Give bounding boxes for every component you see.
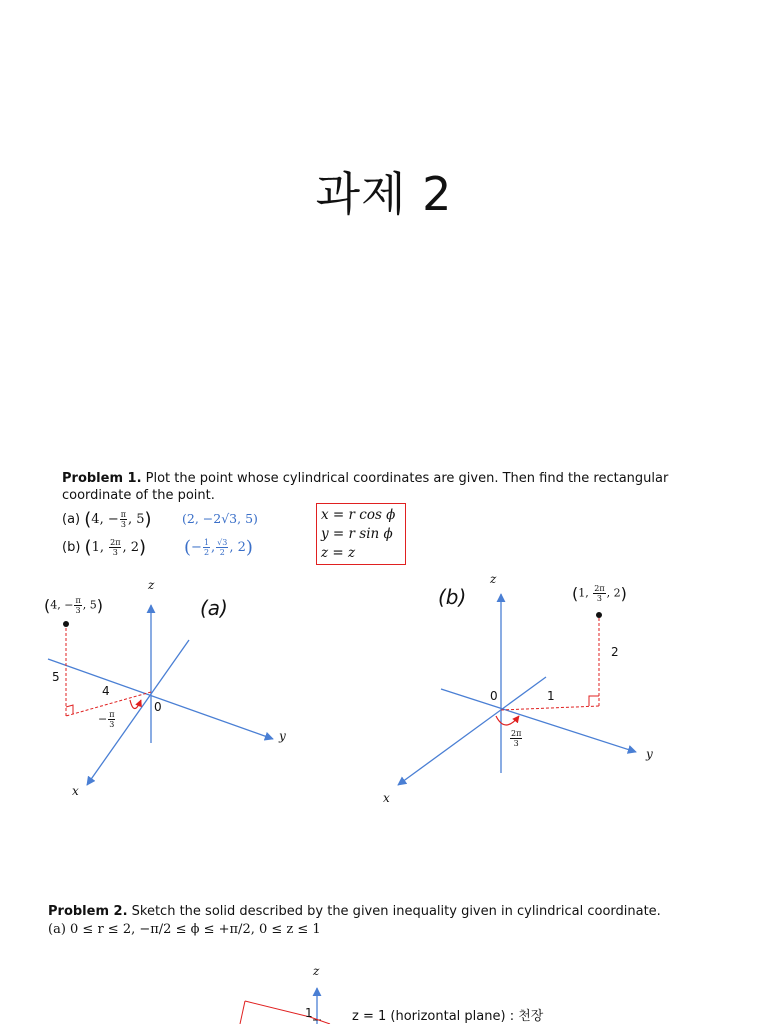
formula-x: x = r cos ϕ [321, 507, 396, 523]
diagram-b-point-post: , 2 [606, 586, 621, 600]
diagram-a-right-angle [66, 705, 73, 714]
part-b-answer-f1-num: 1 [203, 538, 210, 547]
diagram-b-origin-label: 0 [490, 689, 498, 703]
part-b-given-post: , 2 [122, 540, 140, 555]
diagram-b-angle-arc [496, 716, 519, 725]
problem-2-part-a: (a) 0 ≤ r ≤ 2, −π/2 ≤ ϕ ≤ +π/2, 0 ≤ z ≤ 1 [48, 922, 321, 937]
part-b-frac-num: 2π [110, 538, 121, 547]
diagram-b-height-label: 2 [611, 645, 619, 659]
diagram-a-y-axis [48, 659, 273, 739]
diagram-b-x-label: x [383, 791, 390, 805]
problem-2-z-label: z [313, 964, 320, 978]
diagram-b-radius-line [501, 706, 599, 710]
diagram-a-radius-label: 4 [102, 684, 110, 698]
part-a-answer: (2, −2√3, 5) [182, 511, 258, 526]
diagram-b-hand-label: (b) [438, 585, 467, 609]
part-a-given-pre: 4, − [91, 512, 119, 527]
diagram-b-y-label: y [646, 747, 653, 761]
part-b-given-pre: 1, [91, 540, 109, 555]
diagram-b-point-frac [593, 584, 605, 603]
diagram-a-z-label: z [148, 578, 155, 592]
diagram-b-right-angle [589, 696, 599, 706]
problem-1-part-b: (b) (1, $\frac{2\pi}{3}$ , 2) [62, 537, 147, 558]
diagram-a-angle-arc [130, 700, 141, 709]
part-a-frac-num: π [120, 510, 126, 519]
problem-2-red-edge-2 [240, 1001, 245, 1024]
diagram-a-point-post: , 5 [82, 598, 97, 612]
diagram-b-point-pre: 1, [578, 586, 593, 600]
diagram-a-point [63, 621, 69, 627]
diagram-a-angle-den: 3 [109, 720, 115, 729]
diagram-b-x-axis [398, 677, 546, 785]
diagram-a-origin-label: 0 [154, 700, 162, 714]
diagram-b-angle-label [509, 729, 523, 748]
part-b-answer: (− $\frac{1}{2}$ , $\frac{√3}{2}$ , 2) [184, 537, 253, 558]
diagram-a-hand-label: (a) [200, 596, 228, 620]
part-b-answer-pre: − [191, 540, 202, 555]
part-b-frac-den: 3 [112, 548, 118, 557]
diagram-a-x-label: x [72, 784, 79, 798]
diagram-a-angle-frac [108, 710, 115, 729]
diagram-b-angle-num: 2π [511, 729, 522, 738]
diagram-a [48, 605, 273, 785]
diagram-b-point-label: (1, $\frac{2\pi}{3}$ , 2) [572, 584, 627, 603]
diagram-b [398, 594, 636, 785]
diagram-a-point-frac-den: 3 [75, 606, 81, 615]
diagram-b-angle-den: 3 [513, 739, 519, 748]
diagram-a-point-label: (4, − $\frac{\pi}{3}$ , 5) [44, 596, 103, 615]
diagram-a-angle-sign: − [98, 712, 108, 726]
problem-1-text: Plot the point whose cylindrical coordinates are given. Then find the rectangular coordinate of the point. [62, 471, 669, 503]
problem-2-text: Sketch the solid described by the given inequality given in cylindrical coordinate. [127, 904, 661, 919]
part-b-answer-f2-num: √3 [217, 538, 228, 547]
part-a-frac-den: 3 [120, 520, 126, 529]
diagram-b-radius-label: 1 [547, 689, 555, 703]
diagram-a-point-pre: 4, − [50, 598, 74, 612]
problem-2-heading: Problem 2. [48, 904, 128, 919]
problem-2-statement [48, 903, 738, 920]
part-b-answer-f1-den: 2 [203, 548, 210, 557]
formula-y: y = r sin ϕ [321, 526, 393, 542]
diagram-a-point-frac [74, 596, 81, 615]
part-b-label: (b) [62, 540, 81, 555]
diagram-a-height-label: 5 [52, 670, 60, 684]
problem-2-note: z = 1 (horizontal plane) : 천장 [352, 1009, 544, 1024]
diagram-a-point-frac-num: π [75, 596, 81, 605]
page-title: 과제 2 [315, 167, 453, 221]
problem-2-red-edge [245, 1001, 310, 1017]
part-a-given-post: , 5 [128, 512, 145, 527]
problem-1-part-a: (a) (4, − $\frac{\pi}{3}$ , 5) [62, 509, 152, 530]
diagram-b-point [596, 612, 602, 618]
diagram-b-z-label: z [490, 572, 497, 586]
problem-2-sketch [240, 988, 330, 1024]
diagram-a-y-label: y [279, 729, 286, 743]
diagram-b-y-axis [441, 689, 636, 752]
diagram-b-point-frac-den: 3 [596, 594, 602, 603]
part-a-label: (a) [62, 512, 81, 527]
part-b-answer-f2-den: 2 [219, 548, 225, 557]
diagram-b-angle-frac [510, 729, 522, 748]
problem-2-tick-label: 1 [305, 1006, 313, 1020]
formula-z: z = z [321, 545, 356, 561]
diagram-a-angle-label [98, 710, 116, 729]
problem-1-heading: Problem 1. [62, 471, 142, 486]
diagram-a-angle-num: π [109, 710, 115, 719]
part-b-answer-post: , 2 [229, 540, 246, 555]
diagram-b-point-frac-num: 2π [594, 584, 605, 593]
